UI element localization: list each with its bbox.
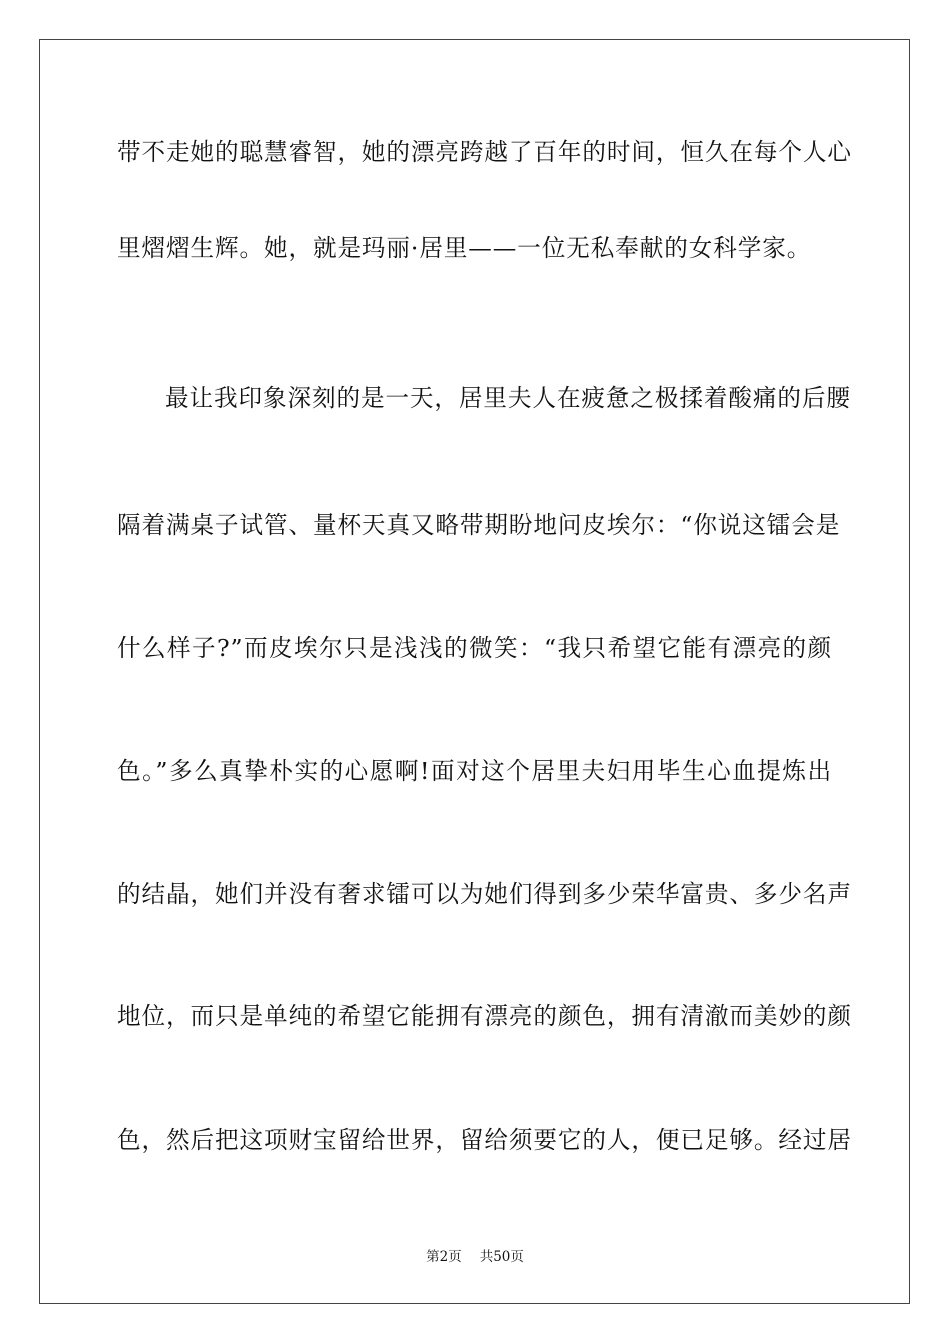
text-line-1: 带不走她的聪慧睿智，她的漂亮跨越了百年的时间，恒久在每个人心: [117, 138, 852, 166]
text-line-2: 里熠熠生辉。她，就是玛丽·居里——一位无私奉献的女科学家。: [117, 234, 812, 262]
total-pages: 共50页: [479, 1249, 524, 1265]
text-line-7: 的结晶，她们并没有奢求镭可以为她们得到多少荣华富贵、多少名声: [117, 880, 852, 908]
page-border: [39, 39, 910, 1304]
page-footer: [0, 1248, 950, 1266]
text-line-8: 地位，而只是单纯的希望它能拥有漂亮的颜色，拥有清澈而美妙的颜: [117, 1002, 852, 1030]
page-number: 第2页: [426, 1249, 462, 1265]
text-line-4: 隔着满桌子试管、量杯天真又略带期盼地问皮埃尔：“你说这镭会是: [117, 511, 841, 539]
text-line-9: 色，然后把这项财宝留给世界，留给须要它的人，便已足够。经过居: [117, 1126, 852, 1154]
text-line-3: 最让我印象深刻的是一天，居里夫人在疲惫之极揉着酸痛的后腰: [165, 384, 851, 412]
text-line-5: 什么样子?”而皮埃尔只是浅浅的微笑：“我只希望它能有漂亮的颜: [117, 634, 832, 662]
text-line-6: 色。”多么真挚朴实的心愿啊!面对这个居里夫妇用毕生心血提炼出: [117, 757, 832, 785]
